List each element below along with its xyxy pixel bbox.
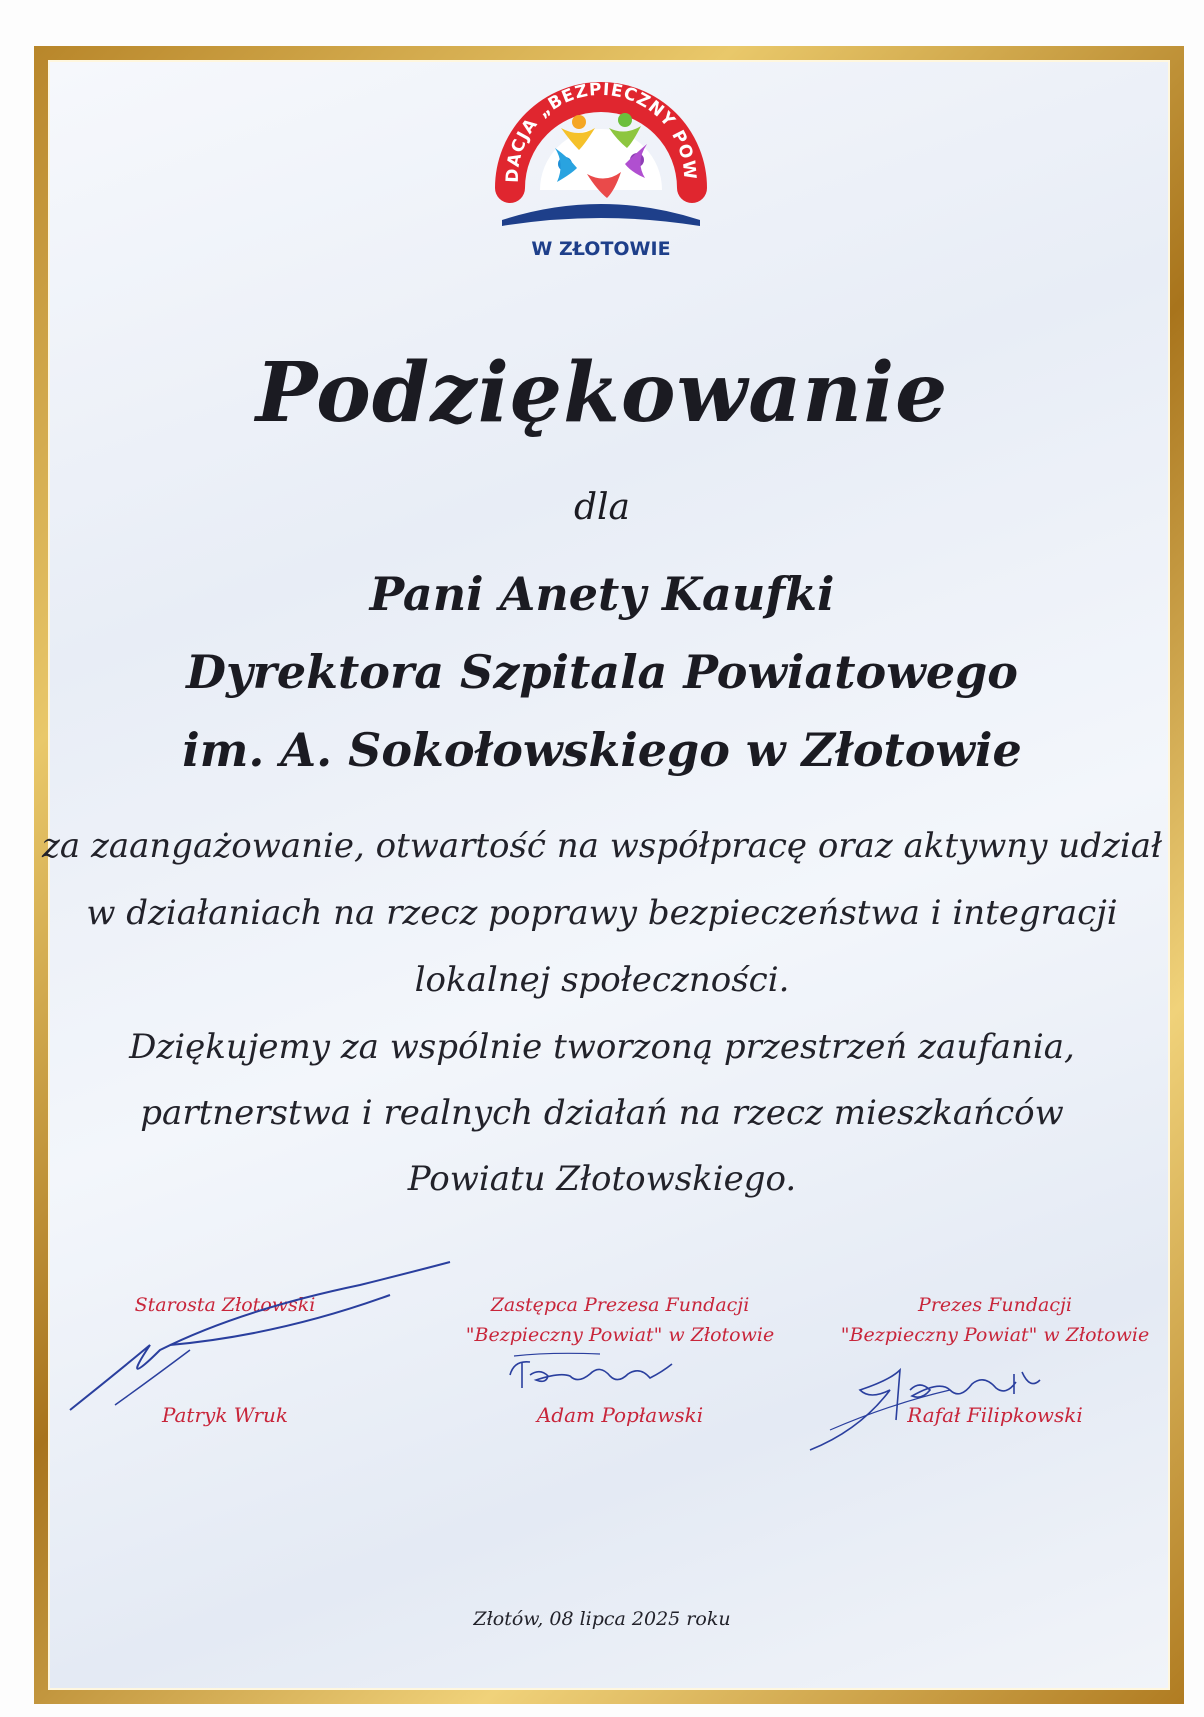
signatory-role: Starosta Złotowski bbox=[134, 1294, 316, 1316]
body-line: lokalnej społeczności. bbox=[414, 960, 790, 1000]
body-line: Powiatu Złotowskiego. bbox=[407, 1159, 797, 1199]
recipient-institution: im. A. Sokołowskiego w Złotowie bbox=[182, 723, 1022, 777]
body-line: Dziękujemy za wspólnie tworzoną przestrzeń zaufania, bbox=[129, 1027, 1075, 1067]
signatory-name: Patryk Wruk bbox=[161, 1403, 289, 1427]
signatory-role: "Bezpieczny Powiat" w Złotowie bbox=[465, 1324, 775, 1346]
handwritten-signature-3 bbox=[800, 1360, 1080, 1460]
handwritten-signature-2 bbox=[500, 1350, 720, 1410]
handwritten-signature-1 bbox=[60, 1240, 460, 1440]
logo-emblem-icon bbox=[480, 60, 722, 240]
signatory-name: Adam Popławski bbox=[536, 1403, 704, 1427]
recipient-name: Pani Anety Kaufki bbox=[369, 567, 835, 621]
logo-subtitle: W ZŁOTOWIE bbox=[531, 238, 671, 260]
body-line: partnerstwa i realnych działań na rzecz mieszkańców bbox=[140, 1093, 1064, 1133]
logo-ring-text: DACJA „BEZPIECZNY POW bbox=[502, 79, 700, 184]
foundation-logo bbox=[480, 60, 722, 260]
body-line: w działaniach na rzecz poprawy bezpieczeństwa i integracji bbox=[86, 893, 1118, 933]
signatory-role: Prezes Fundacji bbox=[918, 1294, 1072, 1316]
signatory-name: Rafał Filipkowski bbox=[907, 1403, 1083, 1427]
recipient-position: Dyrektora Szpitala Powiatowego bbox=[186, 645, 1018, 699]
issue-date: Złotów, 08 lipca 2025 roku bbox=[473, 1608, 731, 1630]
signatory-role: Zastępca Prezesa Fundacji bbox=[490, 1294, 750, 1316]
for-label: dla bbox=[573, 487, 631, 528]
body-line: za zaangażowanie, otwartość na współpracę oraz aktywny udział bbox=[41, 826, 1163, 866]
signatory-role: "Bezpieczny Powiat" w Złotowie bbox=[840, 1324, 1150, 1346]
certificate-title: Podziękowanie bbox=[255, 345, 949, 441]
